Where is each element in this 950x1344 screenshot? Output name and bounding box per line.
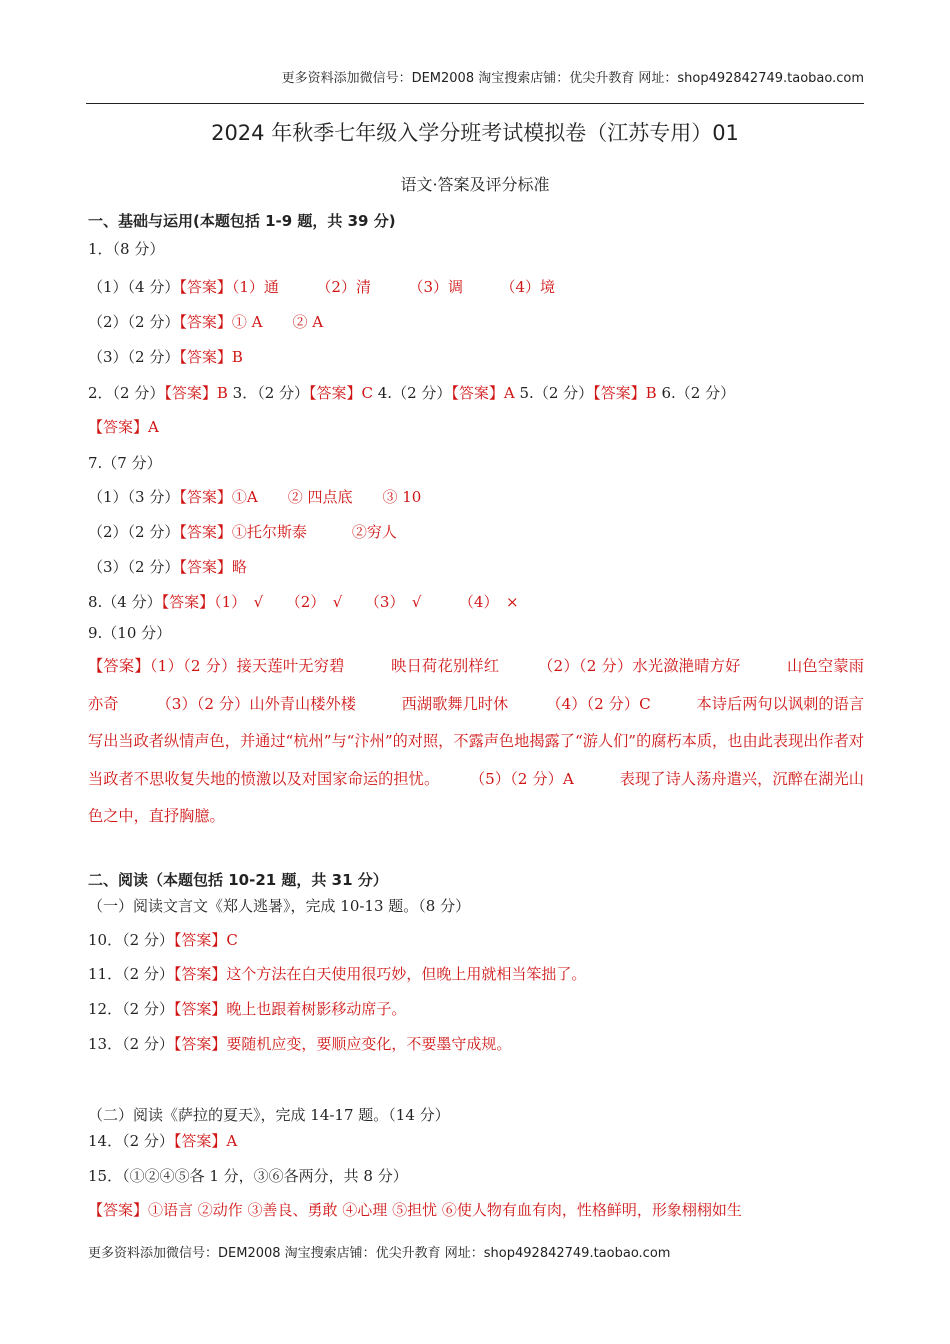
score-label: 10．（2 分） <box>88 931 174 949</box>
question-1-part-2 <box>88 311 323 332</box>
question-11 <box>88 963 586 984</box>
question-8 <box>88 591 519 612</box>
question-6-answer: 【答案】A <box>88 418 159 436</box>
question-13 <box>88 1033 511 1054</box>
reading-part-2-heading: （二）阅读《萨拉的夏天》，完成 14-17 题。（14 分） <box>88 1106 450 1124</box>
answer: 【答案】（1）通 （2）清 （3）调 （4）境 <box>179 278 556 296</box>
question-15-answer: 【答案】①语言 ②动作 ③善良、勇敢 ④心理 ⑤担忧 ⑥使人物有血有肉，性格鲜明，形象栩栩如生 <box>88 1201 742 1219</box>
answer: 【答案】A <box>451 384 515 402</box>
answer: 【答案】晚上也跟着树影移动席子。 <box>173 1000 407 1018</box>
score-label: （2）（2 分） <box>88 523 180 541</box>
question-7-part-2 <box>88 521 397 542</box>
questions-2-6 <box>88 382 735 403</box>
score-label: （3）（2 分） <box>88 558 180 576</box>
answer: 【答案】A <box>173 1132 238 1150</box>
answer: 【答案】B <box>164 384 228 402</box>
score-label: （1）（4 分） <box>88 278 180 296</box>
section-heading-1: 一、基础与运用(本题包括 1-9 题，共 39 分) <box>88 212 396 230</box>
page-footer: 更多资料添加微信号：DEM2008 淘宝搜索店铺：优尖升教育 网址：shop492842749.taobao.com <box>88 1246 671 1261</box>
question-1-heading: 1．（8 分） <box>88 240 165 258</box>
question-14 <box>88 1130 237 1151</box>
answer: 【答案】要随机应变，要顺应变化，不要墨守成规。 <box>173 1035 512 1053</box>
score-label: 5.（2 分） <box>514 384 594 402</box>
answer: 【答案】① A ② A <box>179 313 324 331</box>
question-1-part-1 <box>88 276 555 297</box>
answer: 【答案】（1） √ （2） √ （3） √ （4） × <box>161 593 519 611</box>
score-label: （3）（2 分） <box>88 348 180 366</box>
question-15-heading: 15．（①②④⑤各 1 分，③⑥各两分，共 8 分） <box>88 1167 408 1185</box>
answer: 【答案】C <box>309 384 373 402</box>
score-label: 2．（2 分） <box>88 384 165 402</box>
score-label: 14．（2 分） <box>88 1132 174 1150</box>
answer: 【答案】B <box>593 384 657 402</box>
score-label: 12．（2 分） <box>88 1000 174 1018</box>
answer: 【答案】①托尔斯泰 ②穷人 <box>179 523 397 541</box>
document-title: 2024 年秋季七年级入学分班考试模拟卷（江苏专用）01 <box>211 121 739 145</box>
answer: 【答案】这个方法在白天使用很巧妙，但晚上用就相当笨拙了。 <box>173 965 587 983</box>
answer: 【答案】①A ② 四点底 ③ 10 <box>179 488 422 506</box>
page-header: 更多资料添加微信号：DEM2008 淘宝搜索店铺：优尖升教育 网址：shop492842749.taobao.com <box>281 71 864 86</box>
answer: 【答案】略 <box>179 558 247 576</box>
question-7-part-3 <box>88 556 247 577</box>
question-1-part-3 <box>88 346 243 367</box>
section-heading-2: 二、阅读（本题包括 10-21 题，共 31 分） <box>88 871 388 889</box>
score-label: （2）（2 分） <box>88 313 180 331</box>
question-12 <box>88 998 406 1019</box>
score-label: 8.（4 分） <box>88 593 162 611</box>
score-label: 13．（2 分） <box>88 1035 174 1053</box>
score-label: （1）（3 分） <box>88 488 180 506</box>
question-10 <box>88 929 238 950</box>
answer: 【答案】C <box>173 931 238 949</box>
answer: 【答案】B <box>179 348 243 366</box>
score-label: 3．（2 分） <box>227 384 310 402</box>
score-label: 4.（2 分） <box>373 384 452 402</box>
question-7-heading: 7.（7 分） <box>88 454 162 472</box>
question-9-answer: 【答案】（1）（2 分）接天莲叶无穷碧 映日荷花别样红 （2）（2 分）水光潋滟晴方好 山色空蒙雨亦奇 （3）（2 分）山外青山楼外楼 西湖歌舞几时休 （4）（2 分）C 本诗后两句以讽刺的语言写出当政者纵情声色，并通过“杭州”与“汴州”的对照，不露声色地揭露了“游人们”的腐朽本质，也由此表现出作者对当政者不思收复失地的愤激以及对国家命运的担忧。 （5）（2 分）A 表现了诗人荡舟遣兴，沉醉在湖光山色之中，直抒胸臆。 <box>88 657 864 825</box>
score-label: 6.（2 分） <box>656 384 736 402</box>
question-9-heading: 9.（10 分） <box>88 624 172 642</box>
reading-part-1-heading: （一）阅读文言文《郑人逃暑》，完成 10-13 题。（8 分） <box>88 897 471 915</box>
header-divider <box>86 103 864 104</box>
score-label: 11．（2 分） <box>88 965 174 983</box>
document-subtitle: 语文·答案及评分标准 <box>400 175 550 194</box>
question-7-part-1 <box>88 486 421 507</box>
